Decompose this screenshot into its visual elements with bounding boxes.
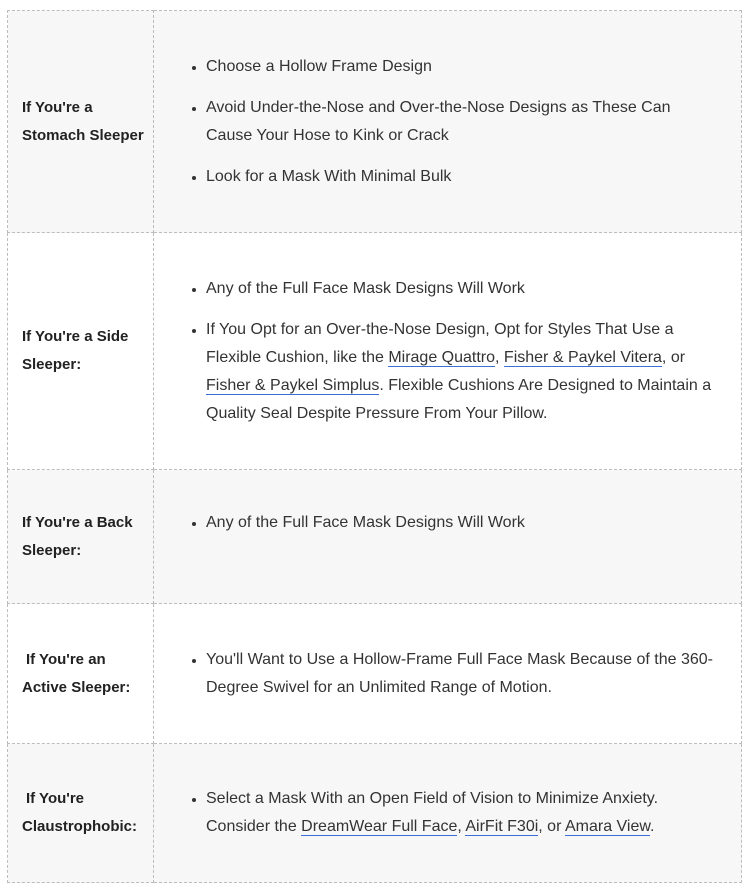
list-item: • Select a Mask With an Open Field of Vision to Minimize Anxiety. Consider the DreamWear Full Face, AirFit F30i, or Amara View.: [206, 785, 721, 841]
table-row-stomach-sleeper: [8, 11, 742, 233]
list-item: • Look for a Mask With Minimal Bulk: [206, 163, 721, 191]
row-label: If You're a Back Sleeper:: [8, 470, 154, 604]
table-row-side-sleeper: [8, 233, 742, 470]
link-fisher-paykel-simplus[interactable]: Fisher & Paykel Simplus: [206, 376, 380, 394]
row-content: [154, 11, 742, 233]
list-item: • Avoid Under-the-Nose and Over-the-Nose Designs as These Can Cause Your Hose to Kink or Crack: [206, 94, 721, 150]
link-mirage-quattro[interactable]: Mirage Quattro: [388, 348, 496, 366]
row-content: [154, 604, 742, 744]
link-amara-view[interactable]: Amara View: [564, 818, 651, 835]
row-label: If You're a Stomach Sleeper: [8, 11, 154, 233]
row-content: [154, 233, 742, 470]
row-content: [154, 470, 742, 604]
list-item: • Any of the Full Face Mask Designs Will Work: [206, 275, 721, 303]
row-label: If You're an Active Sleeper:: [8, 604, 154, 744]
bullet-list: [154, 509, 721, 537]
bullet-list: [154, 646, 721, 702]
link-fisher-paykel-vitera[interactable]: Fisher & Paykel Vitera: [503, 348, 662, 366]
sleeper-guide-table: [7, 10, 742, 883]
link-dreamwear-full-face[interactable]: DreamWear Full Face: [301, 818, 458, 835]
list-item: • You'll Want to Use a Hollow-Frame Full Face Mask Because of the 360-Degree Swivel for an Unlimited Range of Motion.: [206, 646, 721, 702]
bullet-list: [154, 275, 721, 428]
list-item: • If You Opt for an Over-the-Nose Design, Opt for Styles That Use a Flexible Cushion, like the Mirage Quattro, Fisher & Paykel Vitera, or Fisher & Paykel Simplus. Flexible Cushions Are Designed to Maintain a Quality Seal Despite Pressure From Your Pillow.: [206, 316, 721, 428]
row-label: If You're Claustrophobic:: [8, 744, 154, 883]
list-item: • Choose a Hollow Frame Design: [206, 53, 721, 81]
link-airfit-f30i[interactable]: AirFit F30i: [465, 818, 539, 835]
row-label: If You're a Side Sleeper:: [8, 233, 154, 470]
row-content: [154, 744, 742, 883]
bullet-list: [154, 53, 721, 191]
list-item: • Any of the Full Face Mask Designs Will Work: [206, 509, 721, 537]
table-row-back-sleeper: [8, 470, 742, 604]
bullet-list: [154, 785, 721, 841]
table-row-claustrophobic: [8, 744, 742, 883]
table-row-active-sleeper: [8, 604, 742, 744]
